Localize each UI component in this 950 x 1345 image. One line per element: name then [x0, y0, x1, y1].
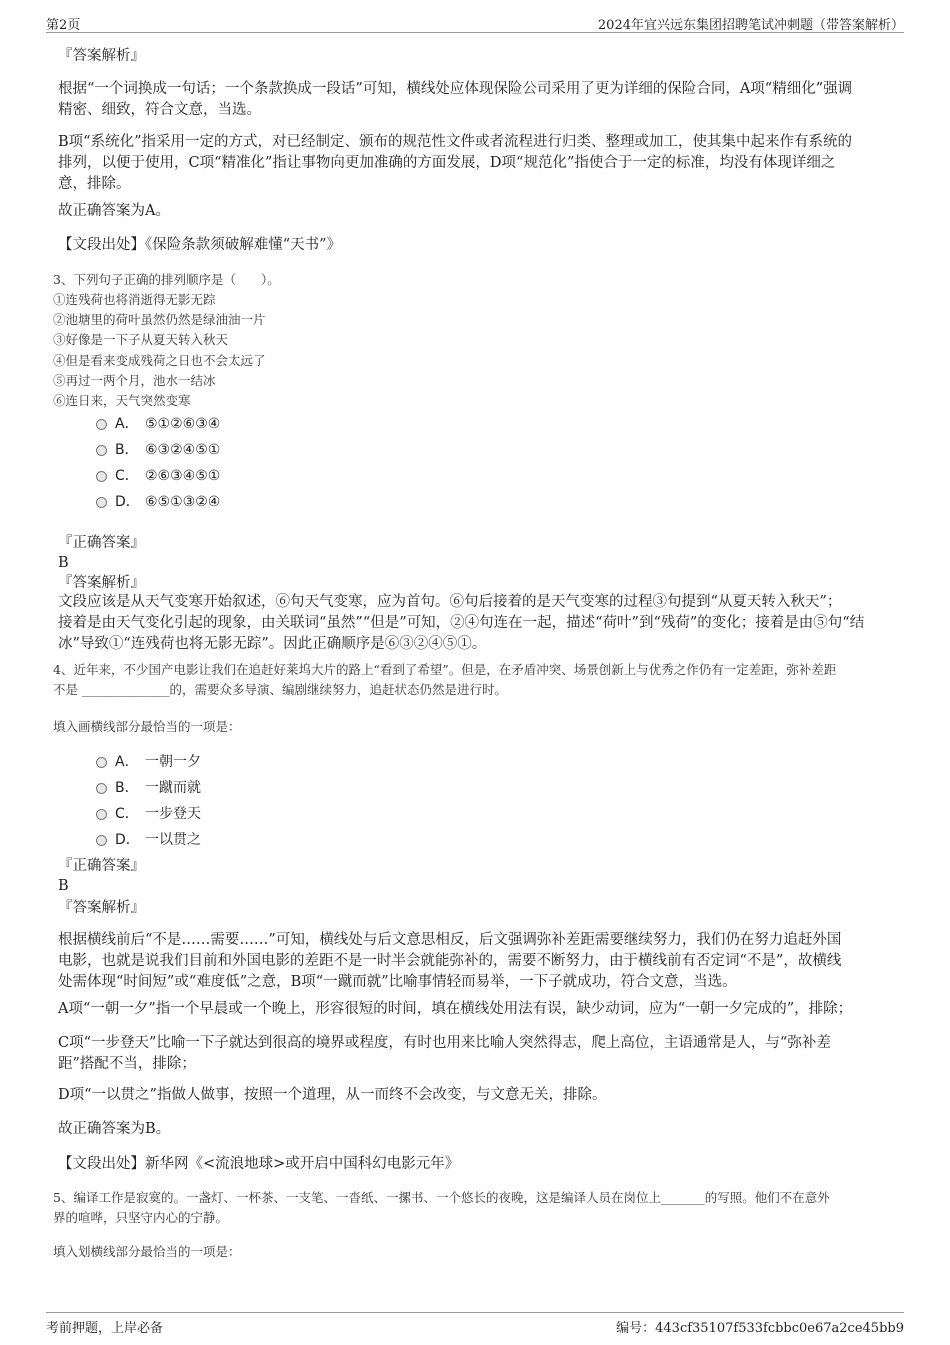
option-d[interactable]: D． 一以贯之 — [96, 829, 201, 851]
analysis-paragraph: 根据“一个词换成一句话；一个条款换成一段话”可知，横线处应体现保险公司采用了更为详细的保险合同，A项“精细化”强调 精密、细致，符合文意，当选。 — [58, 81, 853, 118]
sentence-item: ④但是看来变成残荷之日也不会太远了 — [53, 353, 266, 368]
analysis-paragraph: 根据横线前后“不是……需要……”可知，横线处与后文意思相反，后文强调弥补差距需要继续努力，我们仍在努力追赶外国 电影，也就是说我们目前和外国电影的差距不是一时半会就能弥补的，需要不断努力，由于横线前有否定词“不是”，故横线 处需体现“时间短”或“难度低”之意，B项“一蹴而就”比喻事情轻而易举，一下子就成功，符合文意，当选。 — [58, 932, 842, 990]
option-a[interactable]: A． 一朝一夕 — [96, 751, 201, 773]
page-footer — [46, 1312, 904, 1343]
analysis-label: 『答案解析』 — [58, 900, 145, 916]
analysis-paragraph: B项“系统化”指采用一定的方式，对已经制定、颁布的规范性文件或者流程进行归类、整理或加工，使其集中起来作有系统的 排列，以便于使用，C项“精准化”指让事物向更加准确的方面发展，D项“规范化”指使合于一定的标准，均没有体现详细之 意，排除。 — [58, 134, 852, 192]
answer-value: B — [58, 878, 69, 894]
option-d[interactable]: D． ⑥⑤①③②④ — [96, 491, 220, 513]
radio-icon[interactable] — [96, 809, 107, 820]
page-header — [46, 0, 904, 33]
radio-icon[interactable] — [96, 419, 107, 430]
question-instruction: 填入划横线部分最恰当的一项是： — [53, 1244, 241, 1259]
footer-slogan: 考前押题，上岸必备 — [46, 1321, 164, 1336]
radio-icon[interactable] — [96, 783, 107, 794]
radio-icon[interactable] — [96, 497, 107, 508]
sentence-item: ⑥连日来，天气突然变寒 — [53, 393, 191, 408]
analysis-paragraph: A项“一朝一夕”指一个早晨或一个晚上，形容很短的时间，填在横线处用法有误，缺少动词，应为“一朝一夕完成的”，排除； — [58, 1001, 853, 1017]
sentence-item: ②池塘里的荷叶虽然仍然是绿油油一片 — [53, 312, 266, 327]
analysis-paragraph: 文段应该是从天气变寒开始叙述，⑥句天气变寒，应为首句。⑥句后接着的是天气变寒的过程③句提到“从夏天转入秋天”； 接着是由天气变化引起的现象，由关联词“虽然”“但是”可知，②④句连在一起，描述“荷叶”到“残荷”的变化；接着是由⑤句“结 冰”导致①“连残荷也将无影无踪”。因此正确顺序是⑥③②④⑤①。 — [58, 594, 865, 652]
document-title: 2024年宜兴远东集团招聘笔试冲刺题（带答案解析） — [597, 18, 904, 33]
option-b[interactable]: B． ⑥③②④⑤① — [96, 439, 220, 461]
option-b[interactable]: B． 一蹴而就 — [96, 777, 201, 799]
answer-label: 『正确答案』 — [58, 858, 145, 874]
option-c[interactable]: C． 一步登天 — [96, 803, 201, 825]
option-a[interactable]: A． ⑤①②⑥③④ — [96, 413, 220, 435]
question-instruction: 填入画横线部分最恰当的一项是： — [53, 719, 241, 734]
answer-conclusion: 故正确答案为B。 — [58, 1121, 171, 1137]
radio-icon[interactable] — [96, 835, 107, 846]
sentence-item: ③好像是一下子从夏天转入秋天 — [53, 332, 229, 347]
analysis-paragraph: D项“一以贯之”指做人做事，按照一个道理，从一而终不会改变，与文意无关，排除。 — [58, 1087, 607, 1103]
document-id: 编号：443cf35107f533fcbbc0e67a2ce45bb9 — [616, 1321, 904, 1336]
sentence-item: ①连残荷也将消逝得无影无踪 — [53, 292, 216, 307]
page-number: 第2页 — [46, 18, 81, 33]
option-c[interactable]: C． ②⑥③④⑤① — [96, 465, 220, 487]
analysis-paragraph: C项“一步登天”比喻一下子就达到很高的境界或程度，有时也用来比喻人突然得志，爬上高位，主语通常是人，与“弥补差 距”搭配不当，排除； — [58, 1035, 831, 1072]
radio-icon[interactable] — [96, 471, 107, 482]
question-stem: 4、近年来，不少国产电影让我们在追赶好莱坞大片的路上“看到了希望”。但是，在矛盾冲突、场景创新上与优秀之作仍有一定差距，弥补差距 不是 ______________的，需要众多导演、编剧继续努力，追赶状态仍然是进行时。 — [53, 662, 837, 697]
source-citation: 【文段出处】新华网《<流浪地球>或开启中国科幻电影元年》 — [58, 1156, 460, 1172]
radio-icon[interactable] — [96, 757, 107, 768]
question-stem: 3、下列句子正确的排列顺序是（ ）。 — [53, 272, 280, 287]
analysis-label: 『答案解析』 — [58, 48, 145, 64]
sentence-item: ⑤再过一两个月，池水一结冰 — [53, 373, 216, 388]
source-citation: 【文段出处】《保险条款须破解难懂“天书”》 — [58, 237, 342, 253]
answer-value: B — [58, 555, 69, 571]
answer-label: 『正确答案』 — [58, 535, 145, 551]
answer-conclusion: 故正确答案为A。 — [58, 203, 170, 219]
radio-icon[interactable] — [96, 445, 107, 456]
question-stem: 5、编译工作是寂寞的。一盏灯、一杯茶、一支笔、一沓纸、一摞书、一个悠长的夜晚，这是编译人员在岗位上_______的写照。他们不在意外 界的喧哗，只坚守内心的宁静。 — [53, 1190, 830, 1225]
analysis-label: 『答案解析』 — [58, 575, 145, 591]
